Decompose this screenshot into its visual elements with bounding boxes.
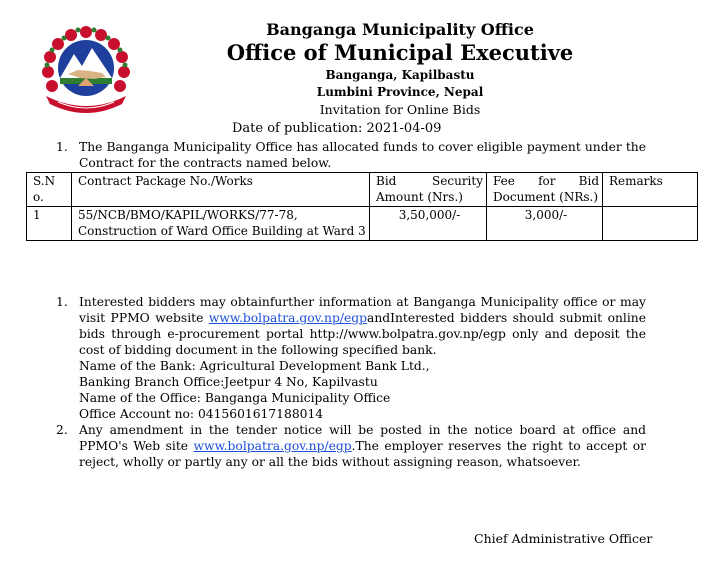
item-text-b: andInterested bidders should submit online bids through e-procurement portal http://www.bolpatra.gov.np/egp only and deposit the cost of bidding document in the following specified bank.: [79, 311, 646, 357]
header-security-c: Amount (Nrs.): [376, 189, 463, 204]
item-text-b: .The employer reserves the right to accept or reject, wholly or partly any or all the bids without assigning reason, whatsoever.: [79, 439, 646, 469]
signature-title: Chief Administrative Officer: [474, 531, 653, 546]
address-line-2: Lumbini Province, Nepal: [316, 85, 484, 99]
header-security: [370, 173, 487, 207]
list-item: [56, 294, 646, 422]
intro-text: The Banganga Municipality Office has allocated funds to cover eligible payment under the Contract for the contracts named below.: [79, 140, 646, 170]
org-name: Banganga Municipality Office: [266, 20, 534, 39]
item-number: 1.: [56, 295, 68, 309]
header-fee-b: for: [538, 174, 556, 188]
bank-branch: Banking Branch Office:Jeetpur 4 No, Kapilvastu: [79, 375, 378, 389]
row-fee: 3,000/-: [487, 207, 603, 241]
bolpatra-link[interactable]: www.bolpatra.gov.np/egp: [193, 439, 352, 453]
row-remarks: [603, 207, 698, 241]
item-number: 2.: [56, 423, 68, 437]
header-remarks: Remarks: [603, 173, 698, 207]
address-line-1: Banganga, Kapilbastu: [325, 68, 475, 82]
publication-date: Date of publication: 2021-04-09: [232, 121, 442, 136]
nepal-emblem-logo: [38, 24, 134, 116]
header-sn: S.N o.: [27, 173, 72, 207]
terms-list: [56, 294, 646, 470]
row-security: 3,50,000/-: [370, 207, 487, 241]
bolpatra-link[interactable]: www.bolpatra.gov.np/egp: [208, 311, 367, 325]
header-fee-c: Bid: [578, 174, 599, 188]
contract-table: [26, 172, 698, 241]
header-security-a: Bid: [376, 174, 397, 188]
table-row: [27, 207, 698, 241]
list-item: [56, 422, 646, 470]
intro-number: 1.: [56, 140, 68, 154]
header-fee-d: Document (NRs.): [493, 189, 599, 204]
item-text-a: Interested bidders may obtainfurther information at Banganga Municipality office or may visit PPMO website: [79, 295, 646, 325]
office-title: Office of Municipal Executive: [226, 40, 574, 65]
office-name: Name of the Office: Banganga Municipality Office: [79, 391, 391, 405]
row-package: 55/NCB/BMO/KAPIL/WORKS/77-78, Construction of Ward Office Building at Ward 3: [72, 207, 370, 241]
intro-paragraph: [56, 139, 646, 171]
header-security-b: Security: [432, 174, 483, 188]
item-text-a: Any amendment in the tender notice will be posted in the notice board at office and PPMO's Web site: [79, 423, 646, 453]
row-sn: 1: [27, 207, 72, 241]
table-header-row: [27, 173, 698, 207]
header-fee: [487, 173, 603, 207]
header-fee-a: Fee: [493, 174, 515, 188]
notice-title: Invitation for Online Bids: [319, 102, 481, 117]
bank-name: Name of the Bank: Agricultural Development Bank Ltd.,: [79, 359, 430, 373]
office-account: Office Account no: 0415601617188014: [79, 407, 324, 421]
header-package: Contract Package No./Works: [72, 173, 370, 207]
